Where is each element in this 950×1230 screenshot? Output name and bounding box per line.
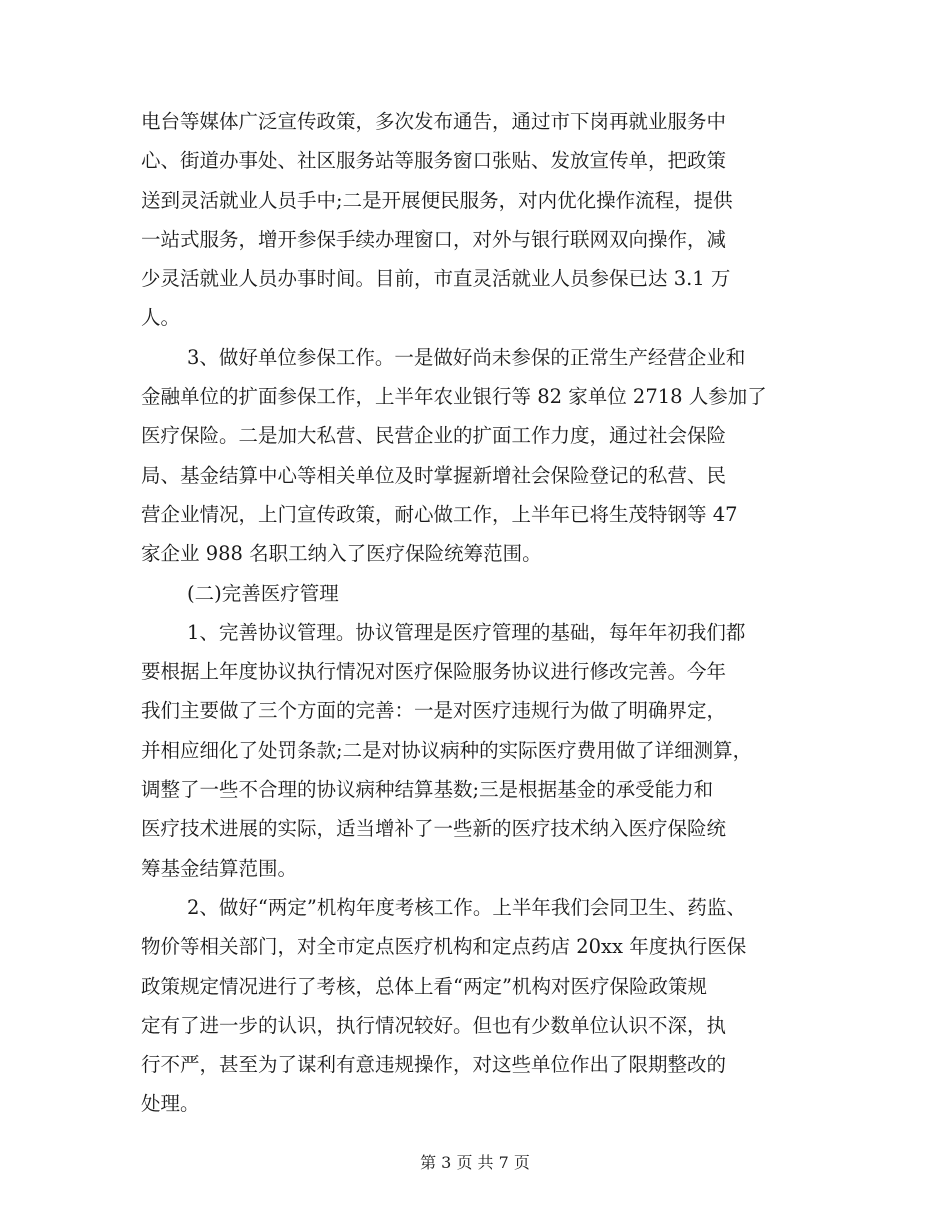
- text-line: 医疗技术进展的实际，适当增补了一些新的医疗技术纳入医疗保险统: [141, 817, 727, 841]
- text-line: 人。: [141, 306, 181, 330]
- paragraph-start-line: 3、做好单位参保工作。一是做好尚未参保的正常生产经营企业和: [187, 345, 746, 369]
- text-line: 我们主要做了三个方面的完善：一是对医疗违规行为做了明确界定，: [141, 699, 727, 723]
- text-line: 医疗保险。二是加大私营、民营企业的扩面工作力度，通过社会保险: [141, 424, 727, 448]
- text-line: 筹基金结算范围。: [141, 856, 298, 880]
- text-line: 并相应细化了处罚条款;二是对协议病种的实际医疗费用做了详细测算，: [141, 738, 753, 762]
- text-line: 要根据上年度协议执行情况对医疗保险服务协议进行修改完善。今年: [141, 660, 727, 684]
- text-line: 调整了一些不合理的协议病种结算基数;三是根据基金的承受能力和: [141, 778, 714, 802]
- text-line: 处理。: [141, 1092, 200, 1116]
- text-line: 定有了进一步的认识，执行情况较好。但也有少数单位认识不深，执: [141, 1013, 727, 1037]
- text-line: 少灵活就业人员办事时间。目前，市直灵活就业人员参保已达 3.1 万: [141, 267, 731, 291]
- text-line: 营企业情况，上门宣传政策，耐心做工作，上半年已将生茂特钢等 47: [141, 502, 738, 526]
- text-line: 物价等相关部门，对全市定点医疗机构和定点药店 20xx 年度执行医保: [141, 935, 747, 959]
- text-line: 家企业 988 名职工纳入了医疗保险统筹范围。: [141, 542, 542, 566]
- document-body: [141, 102, 821, 1124]
- page-footer: 第 3 页 共 7 页: [420, 1153, 530, 1172]
- section-heading: (二)完善医疗管理: [187, 581, 339, 605]
- text-line: 心、街道办事处、社区服务站等服务窗口张贴、发放宣传单，把政策: [141, 149, 727, 173]
- text-line: 行不严，甚至为了谋利有意违规操作，对这些单位作出了限期整改的: [141, 1053, 727, 1077]
- paragraph-start-line: 2、做好“两定”机构年度考核工作。上半年我们会同卫生、药监、: [187, 895, 746, 919]
- text-line: 一站式服务，增开参保手续办理窗口，对外与银行联网双向操作，减: [141, 227, 727, 251]
- text-line: 局、基金结算中心等相关单位及时掌握新增社会保险登记的私营、民: [141, 463, 727, 487]
- paragraph-start-line: 1、完善协议管理。协议管理是医疗管理的基础，每年年初我们都: [187, 620, 746, 644]
- text-line: 电台等媒体广泛宣传政策，多次发布通告，通过市下岗再就业服务中: [141, 110, 727, 133]
- text-line: 金融单位的扩面参保工作，上半年农业银行等 82 家单位 2718 人参加了: [141, 385, 767, 409]
- text-line: 送到灵活就业人员手中;二是开展便民服务，对内优化操作流程，提供: [141, 188, 733, 212]
- text-line: 政策规定情况进行了考核，总体上看“两定”机构对医疗保险政策规: [141, 974, 707, 998]
